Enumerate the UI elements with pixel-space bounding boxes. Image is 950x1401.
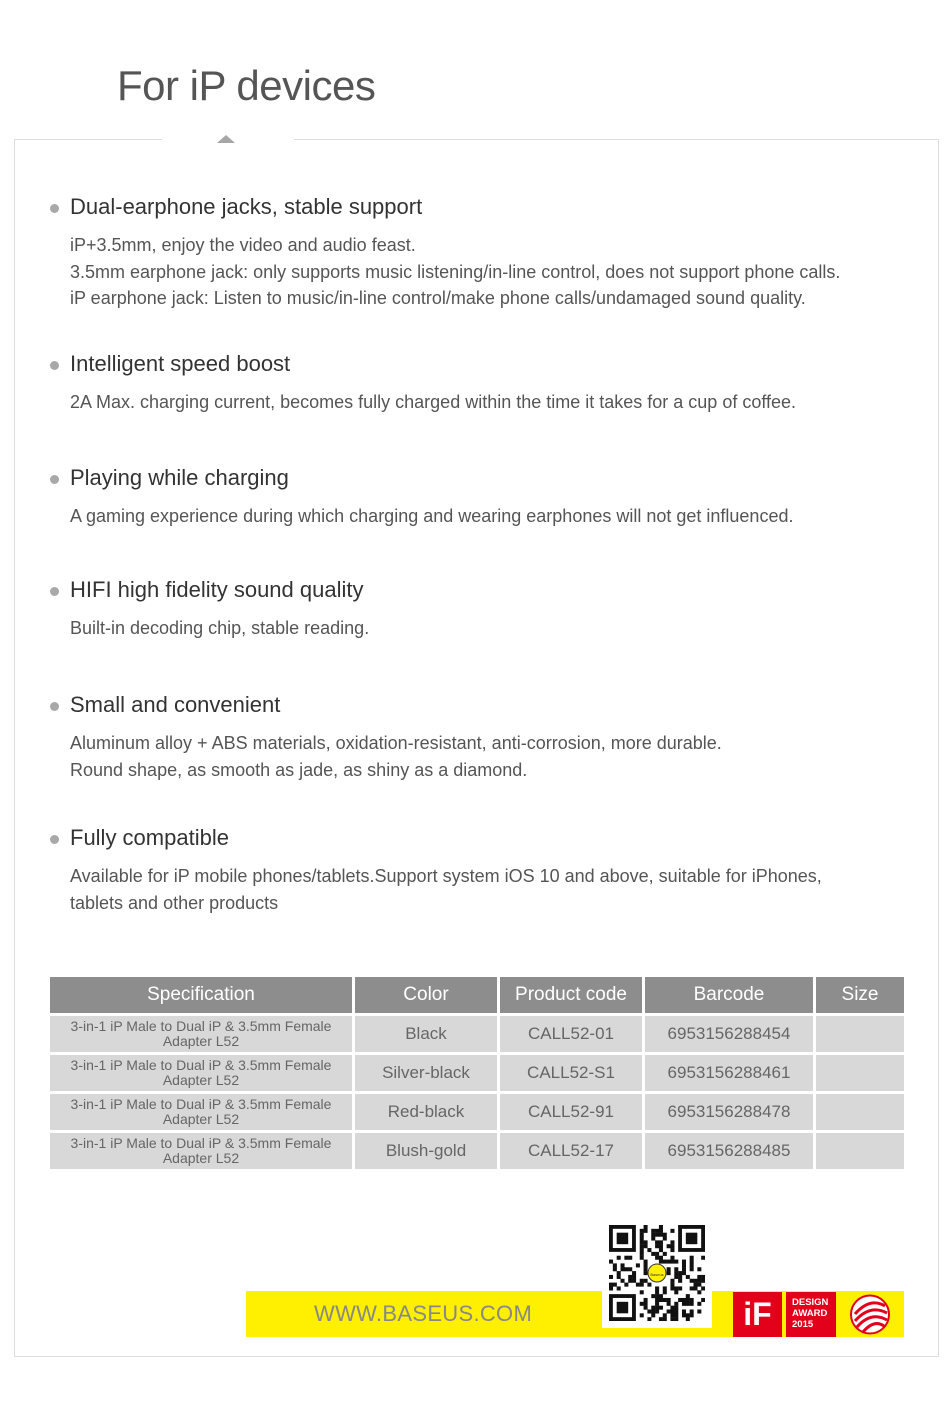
size-cell: [816, 1094, 904, 1130]
bullet-dot-icon: [50, 361, 59, 370]
spec-cell: 3-in-1 iP Male to Dual iP & 3.5mm Female Adapter L52: [50, 1055, 352, 1091]
size-cell: [816, 1055, 904, 1091]
color-cell: Blush-gold: [355, 1133, 497, 1169]
feature-description: Available for iP mobile phones/tablets.Support system iOS 10 and above, suitable for iPhones,: [70, 866, 822, 886]
if-logo-icon: iF: [733, 1292, 782, 1337]
barcode-cell: 6953156288478: [645, 1094, 813, 1130]
feature-title: Intelligent speed boost: [70, 351, 291, 376]
color-cell: Silver-black: [355, 1055, 497, 1091]
bullet-dot-icon: [50, 204, 59, 213]
code-cell: CALL52-S1: [500, 1055, 642, 1091]
design-award-badge: DESIGN AWARD 2015: [786, 1292, 836, 1337]
spec-cell: 3-in-1 iP Male to Dual iP & 3.5mm Female Adapter L52: [50, 1094, 352, 1130]
size-cell: [816, 1016, 904, 1052]
website-link[interactable]: WWW.BASEUS.COM: [314, 1301, 533, 1326]
code-cell: CALL52-91: [500, 1094, 642, 1130]
table-header-row: [50, 977, 904, 1013]
spec-cell: 3-in-1 iP Male to Dual iP & 3.5mm Female Adapter L52: [50, 1016, 352, 1052]
barcode-cell: 6953156288461: [645, 1055, 813, 1091]
barcode-cell: 6953156288454: [645, 1016, 813, 1052]
pointer-triangle-icon: [217, 135, 235, 143]
feature-description: A gaming experience during which charging and wearing earphones will not get influenced.: [70, 506, 794, 526]
table-row: [50, 1016, 904, 1052]
table-row: [50, 1094, 904, 1130]
feature-description: iP earphone jack: Listen to music/in-line control/make phone calls/undamaged sound quality.: [70, 288, 806, 308]
barcode-cell: 6953156288485: [645, 1133, 813, 1169]
column-header: Size: [816, 977, 904, 1013]
feature-description: 3.5mm earphone jack: only supports music listening/in-line control, does not support phone calls.: [70, 261, 841, 282]
feature-description: iP+3.5mm, enjoy the video and audio feast.: [70, 235, 416, 255]
feature-description: tablets and other products: [70, 892, 279, 913]
code-cell: CALL52-17: [500, 1133, 642, 1169]
feature-description: 2A Max. charging current, becomes fully charged within the time it takes for a cup of coffee.: [70, 392, 797, 412]
feature-title: Small and convenient: [70, 692, 281, 717]
svg-text:Baseus: Baseus: [650, 1272, 664, 1277]
feature-description: Built-in decoding chip, stable reading.: [70, 618, 370, 638]
column-header: Specification: [50, 977, 352, 1013]
feature-description: Aluminum alloy + ABS materials, oxidation-resistant, anti-corrosion, more durable.: [70, 733, 722, 753]
bullet-dot-icon: [50, 587, 59, 596]
color-cell: Red-black: [355, 1094, 497, 1130]
bullet-dot-icon: [50, 475, 59, 484]
column-header: Color: [355, 977, 497, 1013]
feature-title: Dual-earphone jacks, stable support: [70, 194, 423, 219]
bullet-dot-icon: [50, 835, 59, 844]
reddot-award-icon: [847, 1292, 893, 1337]
code-cell: CALL52-01: [500, 1016, 642, 1052]
table-row: [50, 1133, 904, 1169]
feature-description: Round shape, as smooth as jade, as shiny as a diamond.: [70, 759, 528, 780]
feature-title: HIFI high fidelity sound quality: [70, 577, 364, 602]
bullet-dot-icon: [50, 702, 59, 711]
page-title: For iP devices: [117, 62, 376, 109]
feature-title: Fully compatible: [70, 825, 229, 850]
size-cell: [816, 1133, 904, 1169]
qr-code-icon[interactable]: [602, 1218, 712, 1328]
color-cell: Black: [355, 1016, 497, 1052]
spec-cell: 3-in-1 iP Male to Dual iP & 3.5mm Female Adapter L52: [50, 1133, 352, 1169]
column-header: Product code: [500, 977, 642, 1013]
feature-title: Playing while charging: [70, 465, 289, 490]
spec-table: [47, 974, 907, 1172]
column-header: Barcode: [645, 977, 813, 1013]
table-row: [50, 1055, 904, 1091]
